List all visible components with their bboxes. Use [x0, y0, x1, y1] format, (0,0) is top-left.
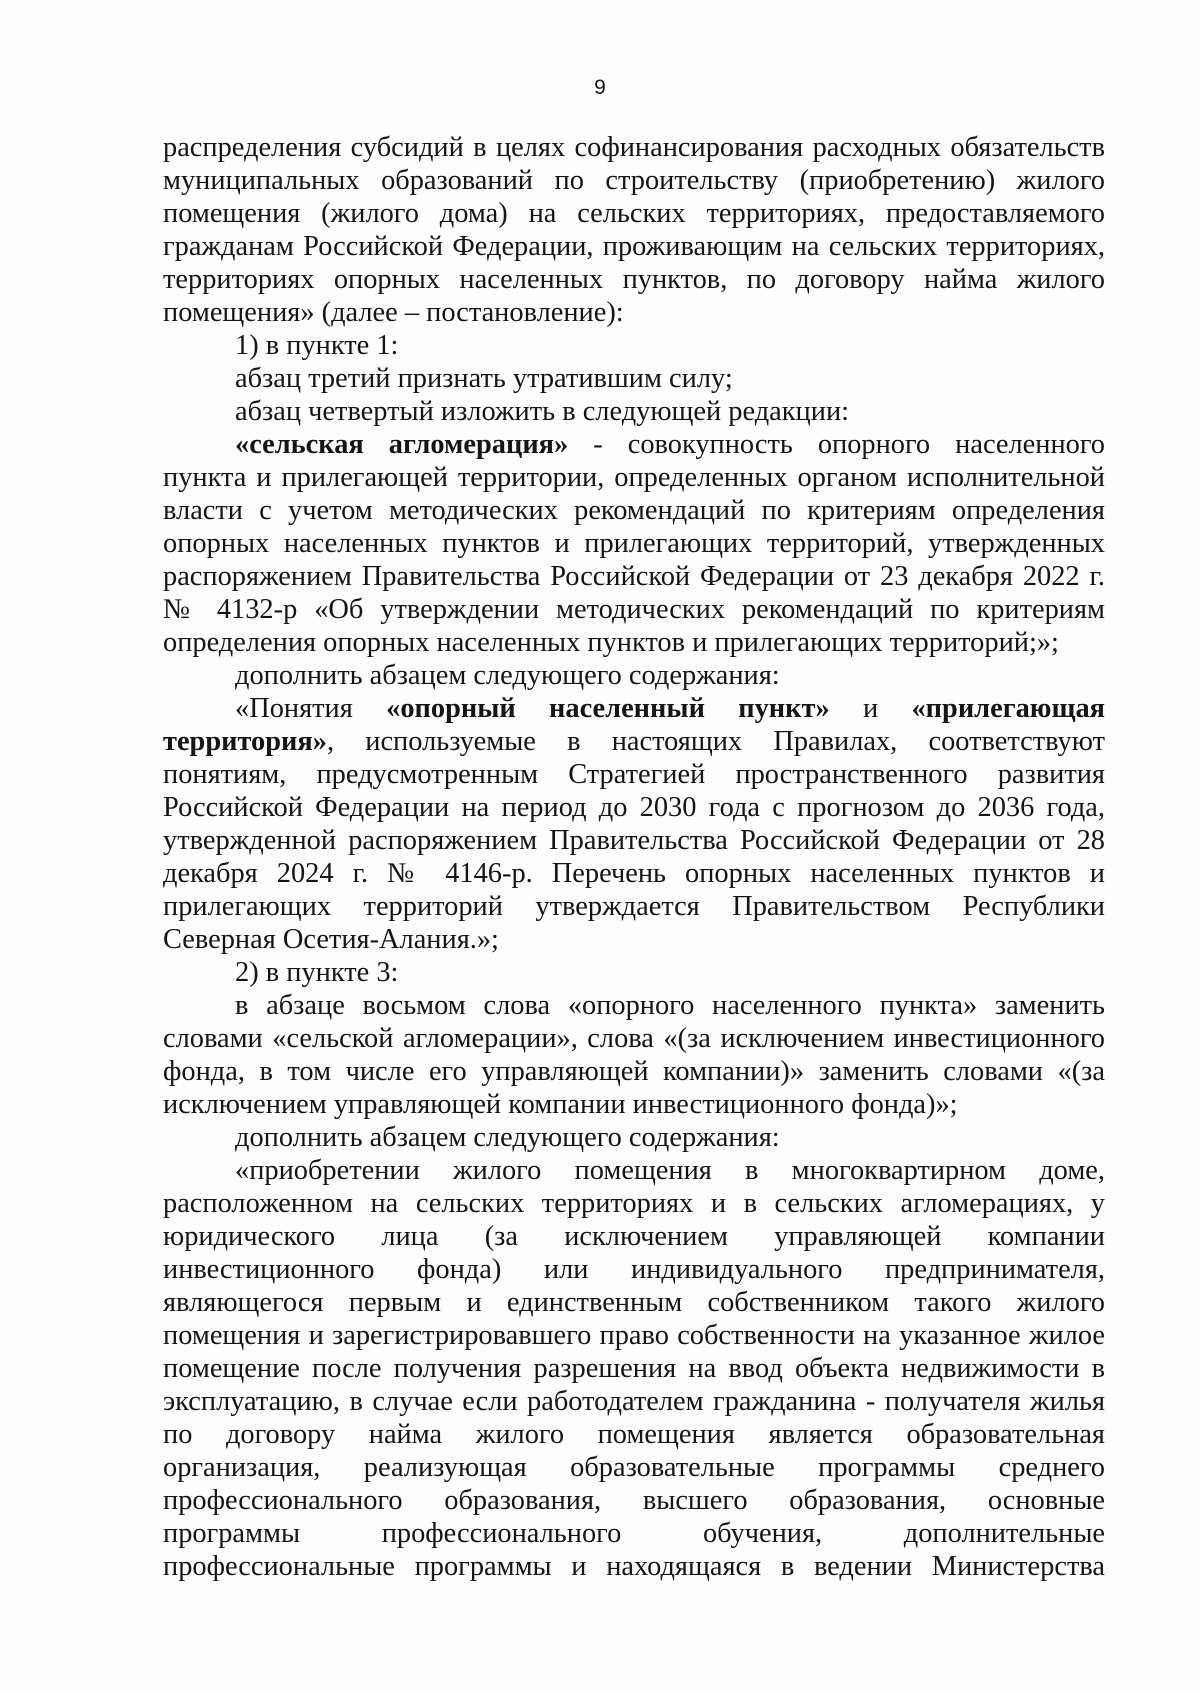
- page-number: 9: [594, 76, 606, 99]
- concepts-text: , используемые в настоящих Правилах, соответствуют понятиям, предусмотренным Стратегией пространственного развития Российской Федерации на период до 2030 года с прогнозом до 2036 года, утвержденной распоряжением Правительства Российской Федерации от 28 декабря 2024 г. № 4146-р. Перечень опорных населенных пунктов и прилегающих территорий утверждается Правительством Республики Северная Осетия-Алания.»;: [163, 726, 1105, 955]
- paragraph-concepts-definition: [163, 692, 1105, 956]
- document-body: [163, 131, 1105, 1583]
- paragraph-acquisition-text: «приобретении жилого помещения в многоквартирном доме, расположенном на сельских территориях и в сельских агломерациях, у юридического лица (за исключением управляющей компании инвестиционного фонда) или индивидуального предпринимателя, являющегося первым и единственным собственником такого жилого помещения и зарегистрировавшего право собственности на указанное жилое помещение после получения разрешения на ввод объекта недвижимости в эксплуатацию, в случае если работодателем гражданина - получателя жилья по договору найма жилого помещения является образовательная организация, реализующая образовательные программы среднего профессионального образования, высшего образования, основные программы профессионального обучения, дополнительные профессиональные программы и находящаяся в ведении Министерства: [163, 1155, 1105, 1582]
- paragraph-add-abzac-1: дополнить абзацем следующего содержания:: [235, 660, 780, 691]
- paragraph-abzac-3-void: абзац третий признать утратившим силу;: [235, 363, 733, 394]
- paragraph-add-abzac-2: дополнить абзацем следующего содержания:: [235, 1122, 780, 1153]
- paragraph-decree-title-continuation: распределения субсидий в целях софинансирования расходных обязательств муниципальных образований по строительству (приобретению) жилого помещения (жилого дома) на сельских территориях, предоставляемого гражданам Российской Федерации, проживающим на сельских территориях, территориях опорных населенных пунктов, по договору найма жилого помещения» (далее – постановление):: [163, 132, 1105, 328]
- paragraph-item-2-heading: 2) в пункте 3:: [235, 957, 399, 988]
- term-adjacent-territory: «прилегающая территория»: [163, 693, 1106, 757]
- term-reference-settlement: «опорный населенный пункт»: [386, 693, 830, 724]
- concepts-lead: «Понятия: [235, 693, 387, 724]
- paragraph-abzac-8-replacement: в абзаце восьмом слова «опорного населенного пункта» заменить словами «сельской агломерации», слова «(за исключением инвестиционного фонда, в том числе его управляющей компании)» заменить словами «(за исключением управляющей компании инвестиционного фонда)»;: [163, 990, 1105, 1120]
- definition-text: - совокупность опорного населенного пункта и прилегающей территории, определенных органом исполнительной власти с учетом методических рекомендаций по критериям определения опорных населенных пунктов и прилегающих территорий, утвержденных распоряжением Правительства Российской Федерации от 23 декабря 2022 г. № 4132-р «Об утверждении методических рекомендаций по критериям определения опорных населенных пунктов и прилегающих территорий;»;: [163, 429, 1105, 658]
- paragraph-abzac-4-new-wording: абзац четвертый изложить в следующей редакции:: [235, 396, 850, 427]
- paragraph-item-1-heading: 1) в пункте 1:: [235, 330, 399, 361]
- term-rural-agglomeration: «сельская агломерация»: [235, 429, 569, 460]
- concepts-conjunction: и: [829, 693, 912, 724]
- paragraph-rural-agglomeration-definition: [163, 428, 1105, 659]
